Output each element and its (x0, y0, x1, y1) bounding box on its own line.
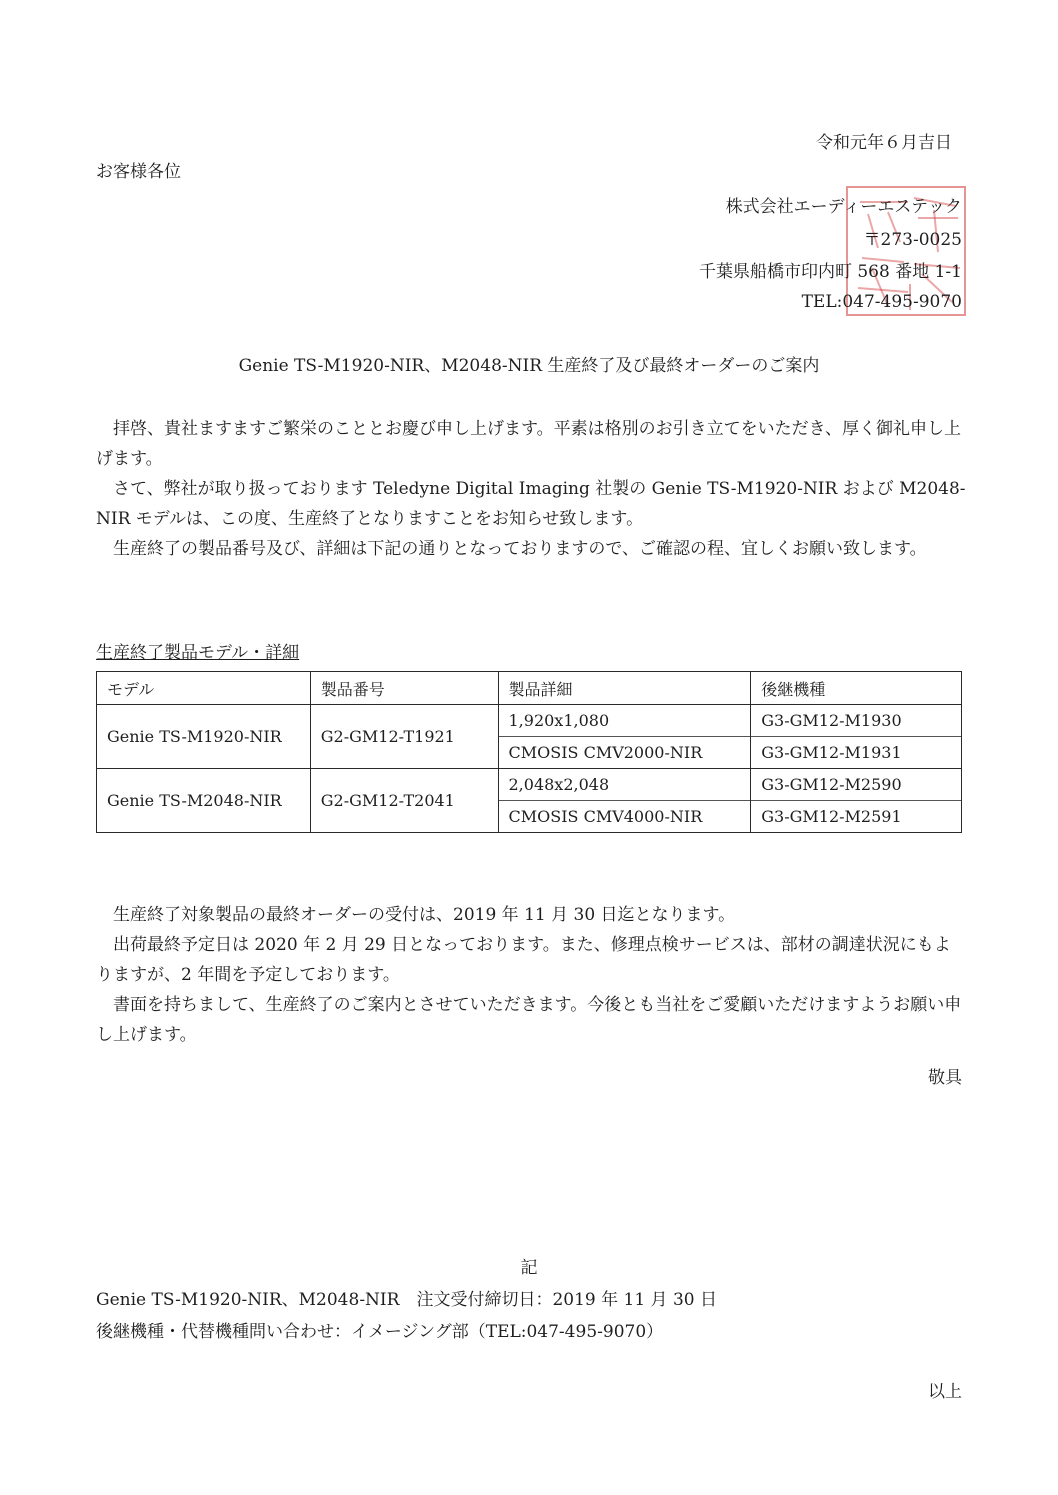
resolution-text: 1,920x1,080 (499, 705, 751, 737)
sensor-text: CMOSIS CMV2000-NIR (508, 743, 703, 762)
company-tel: TEL:047-495-9070 (801, 292, 962, 312)
successor-model: G3-GM12-M2590 (751, 769, 961, 801)
note-line-deadline: Genie TS-M1920-NIR、M2048-NIR 注文受付締切日：2019 年 11 月 30 日 (96, 1290, 717, 1310)
details-cell (498, 705, 751, 769)
company-postal-code: 〒273-0025 (863, 230, 962, 250)
recipient-line: お客様各位 (96, 162, 181, 182)
resolution-text: 2,048x2,048 (499, 769, 751, 801)
details-cell (498, 769, 751, 833)
intro-paragraph: さて、弊社が取り扱っております Teledyne Digital Imaging 社製の Genie TS-M1920-NIR および M2048-NIR モデルは、この度、生産終了となりますことをお知らせ致します。 (96, 479, 966, 529)
table-caption: 生産終了製品モデル・詳細 (96, 643, 300, 663)
company-address: 千葉県船橋市印内町 568 番地 1-1 (698, 262, 962, 282)
notes-heading: 記 (520, 1258, 538, 1278)
document-date: 令和元年６月吉日 (816, 133, 952, 153)
successor-cell (751, 705, 962, 769)
table-header-row (97, 672, 962, 705)
intro-paragraph: 拝啓、貴社ますますご繁栄のこととお慶び申し上げます。平素は格別のお引き立てをいただき、厚く御礼申し上げます。 (96, 419, 961, 469)
table-row (97, 769, 962, 833)
column-header-model: モデル (97, 672, 311, 705)
discontinued-products-table (96, 671, 962, 833)
company-name: 株式会社エーディーエステック (725, 197, 962, 217)
closing-keigu: 敬具 (928, 1068, 962, 1088)
successor-cell (751, 769, 962, 833)
successor-model: G3-GM12-M1930 (751, 705, 961, 737)
column-header-successor: 後継機種 (751, 672, 962, 705)
body-paragraphs (96, 900, 966, 1050)
part-number-cell: G2-GM12-T1921 (310, 705, 498, 769)
body-paragraph: 書面を持ちまして、生産終了のご案内とさせていただきます。今後とも当社をご愛顧いただけますようお願い申し上げます。 (96, 995, 962, 1045)
successor-model: G3-GM12-M2591 (761, 807, 902, 826)
column-header-details: 製品詳細 (498, 672, 751, 705)
column-header-part-number: 製品番号 (310, 672, 498, 705)
body-paragraph: 生産終了対象製品の最終オーダーの受付は、2019 年 11 月 30 日迄となります。 (113, 905, 736, 925)
sensor-text: CMOSIS CMV4000-NIR (508, 807, 703, 826)
intro-paragraph: 生産終了の製品番号及び、詳細は下記の通りとなっておりますので、ご確認の程、宜しくお願い致します。 (113, 539, 927, 559)
table-row (97, 705, 962, 769)
model-cell: Genie TS-M1920-NIR (97, 705, 311, 769)
document-title: Genie TS-M1920-NIR、M2048-NIR 生産終了及び最終オーダーのご案内 (238, 356, 820, 376)
successor-model: G3-GM12-M1931 (761, 743, 902, 762)
note-line-contact: 後継機種・代替機種問い合わせ：イメージング部（TEL:047-495-9070） (96, 1322, 664, 1342)
intro-paragraphs (96, 414, 966, 564)
model-cell: Genie TS-M2048-NIR (97, 769, 311, 833)
end-ijo: 以上 (928, 1382, 962, 1402)
part-number-cell: G2-GM12-T2041 (310, 769, 498, 833)
body-paragraph: 出荷最終予定日は 2020 年 2 月 29 日となっております。また、修理点検サービスは、部材の調達状況にもよりますが、2 年間を予定しております。 (96, 935, 951, 985)
